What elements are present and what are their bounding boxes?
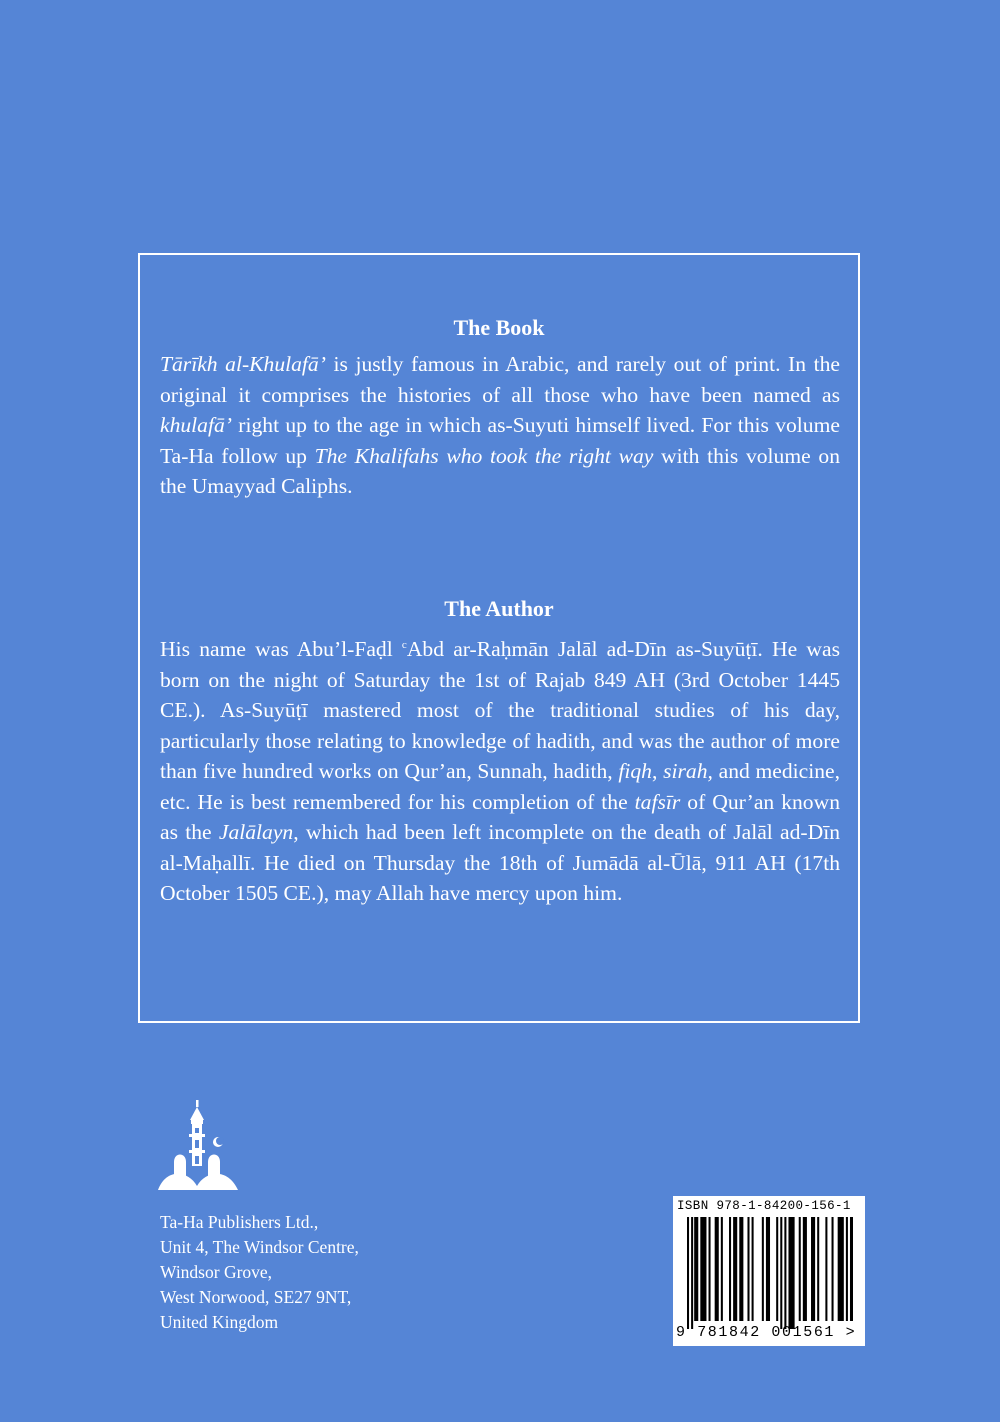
barcode-bars	[687, 1217, 853, 1329]
address-line: United Kingdom	[160, 1312, 279, 1332]
author-text-5: , which had been left incomplete on the death of Jalāl ad-Dīn al-Maḥallī. He died on Thursday the 18th of Jumādā al-Ūlā, 911 AH (17th October 1505 CE.), may Allah have mercy upon him.	[160, 820, 840, 906]
author-text-3: and medicine, etc. He is best remembered for his completion of the	[160, 759, 841, 814]
address-line: Windsor Grove,	[160, 1262, 273, 1282]
tafsir-italic: tafsīr	[634, 789, 681, 814]
sirah-italic: sirah,	[663, 759, 713, 784]
address-line: Ta-Ha Publishers Ltd.,	[160, 1212, 319, 1232]
prev-book-title-italic: The Khalifahs who took the right way	[314, 443, 654, 468]
jalalayn-italic: Jalālayn	[218, 820, 294, 845]
author-comma: ,	[651, 759, 664, 784]
mosque-minaret-icon	[156, 1100, 240, 1198]
author-text-1: His name was Abu’l-Faḍl	[160, 637, 402, 662]
ain-superscript: c	[401, 639, 407, 651]
book-text-3: with this volume on the Umayyad Caliphs.	[160, 443, 840, 498]
address-line: West Norwood, SE27 9NT,	[160, 1287, 352, 1307]
book-text-1: is justly famous in Arabic, and rarely out of print. In the original it comprises the histories of all those who have been named as	[160, 352, 840, 407]
author-paragraph	[160, 630, 840, 909]
book-section-title: The Book	[453, 315, 545, 340]
author-text-2: Abd ar-Raḥmān Jalāl ad-Dīn as-Suyūṭī. He was born on the night of Saturday the 1st of Rajab 849 AH (3rd October 1445 CE.). As-Suyūṭī mastered most of the traditional studies of his day, particularly those relating to knowledge of hadith, and was the author of more than five hundred works on Qur’an, Sunnah, hadith,	[160, 637, 840, 784]
text-frame	[138, 253, 860, 1023]
isbn-barcode	[673, 1196, 865, 1346]
isbn-label: ISBN 978-1-84200-156-1	[677, 1199, 851, 1213]
address-line: Unit 4, The Windsor Centre,	[160, 1237, 359, 1257]
book-khulafa-italic: khulafā’	[160, 413, 232, 437]
author-text-4: of Qur’an known as the	[160, 789, 840, 845]
fiqh-italic: fiqh	[618, 759, 652, 784]
author-section-title: The Author	[444, 596, 554, 621]
book-text-2: right up to the age in which as-Suyuti himself lived. For this volume Ta-Ha follow up	[160, 413, 840, 468]
isbn-digits: 9 781842 001561 >	[676, 1324, 857, 1341]
book-title-italic: Tārīkh al-Khulafā’	[160, 352, 326, 376]
publisher-address	[160, 1210, 359, 1335]
book-paragraph	[160, 349, 840, 502]
